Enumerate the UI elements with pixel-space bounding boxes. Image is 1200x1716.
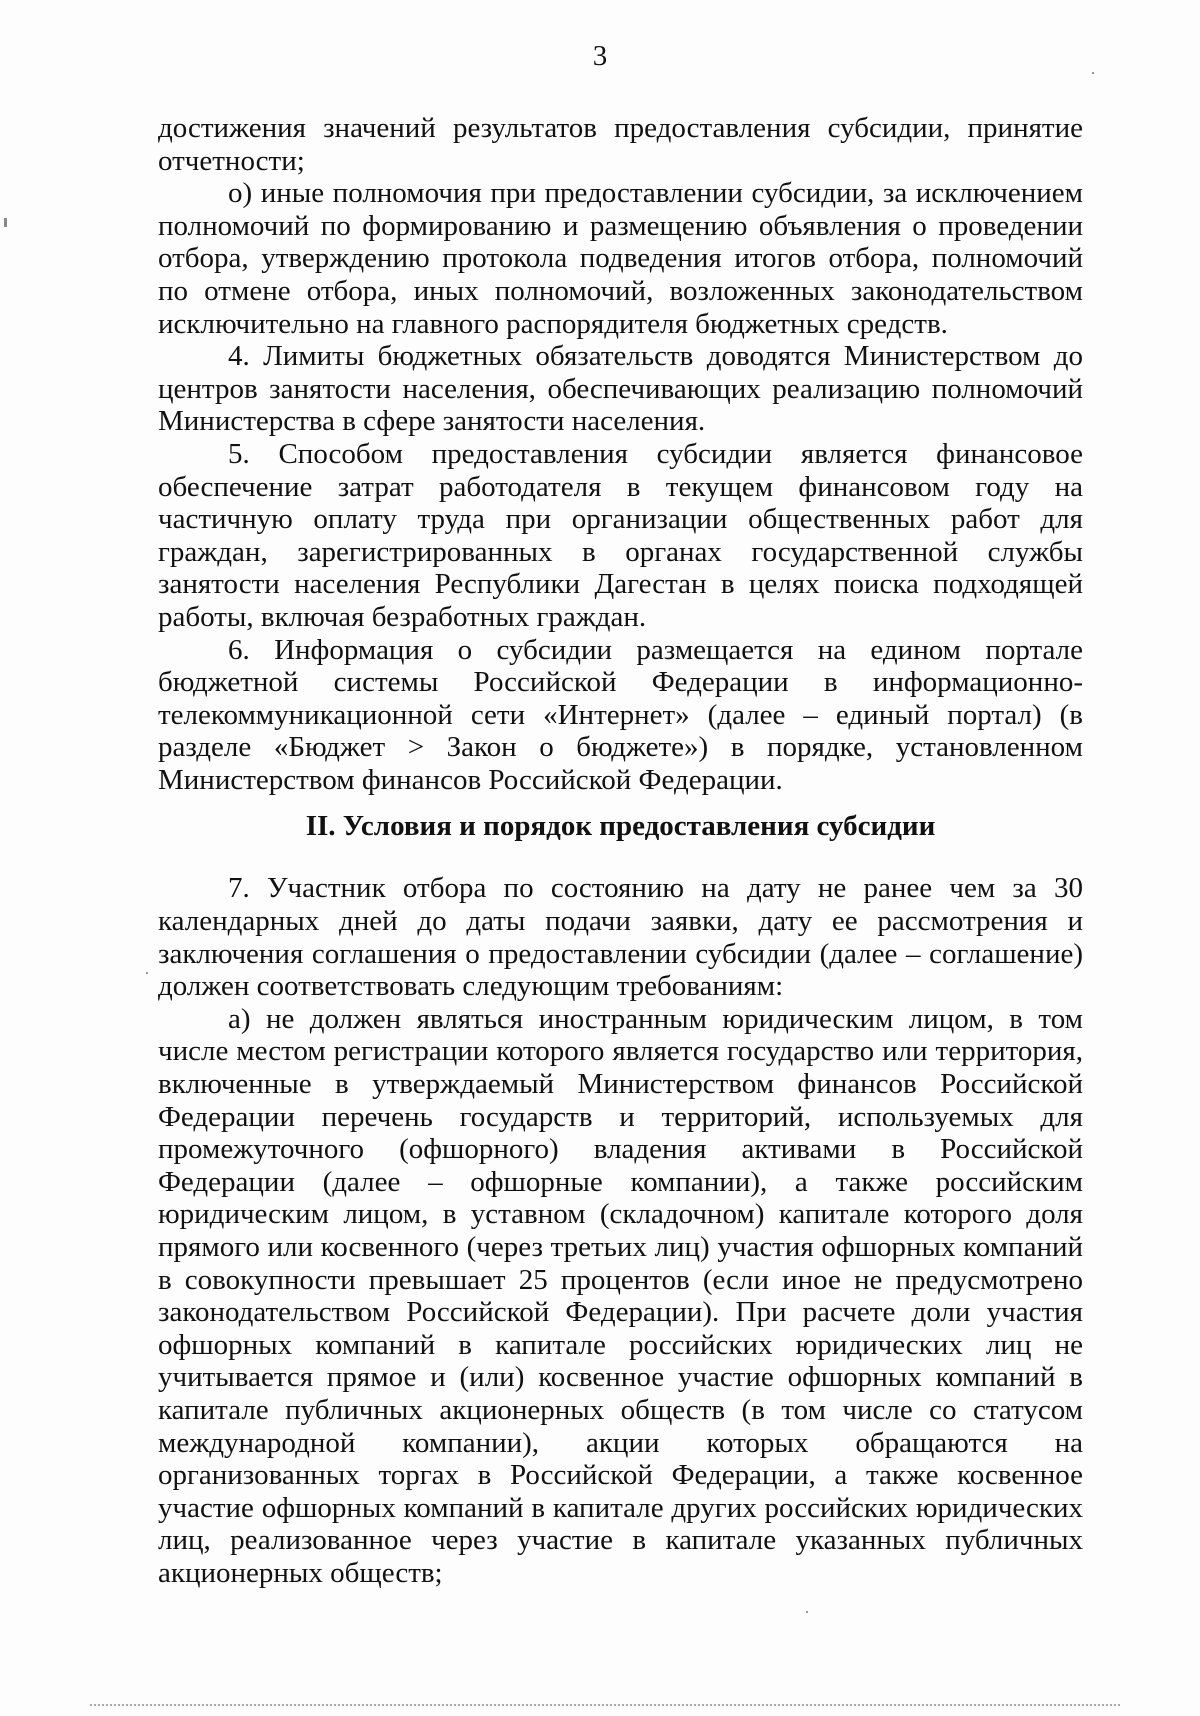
paragraph-4: 4. Лимиты бюджетных обязательств доводятся Министерством до центров занятости населения, обеспечивающих реализацию полномочий Министерства в сфере занятости населения. — [158, 340, 1083, 438]
scan-speck — [1092, 72, 1094, 74]
scan-mark-left — [4, 218, 7, 227]
paragraph-5: 5. Способом предоставления субсидии является финансовое обеспечение затрат работодателя в текущем финансовом году на частичную оплату труда при организации общественных работ для граждан, зарегистрированных в органах государственной службы занятости населения Республики Дагестан в целях поиска подходящей работы, включая безработных граждан. — [158, 437, 1083, 633]
paragraph-6: 6. Информация о субсидии размещается на едином портале бюджетной системы Российской Федерации в информационно-телекоммуникационной сети «Интернет» (далее – единый портал) (в разделе «Бюджет > Закон о бюджете») в порядке, установленном Министерством финансов Российской Федерации. — [158, 633, 1083, 796]
paragraph-item-a: а) не должен являться иностранным юридическим лицом, в том числе местом регистрации которого является государство или территория, включенные в утверждаемый Министерством финансов Российской Федерации перечень государств и территорий, используемых для промежуточного (офшорного) владения активами в Российской Федерации (далее – офшорные компании), а также российским юридическим лицом, в уставном (складочном) капитале которого доля прямого или косвенного (через третьих лиц) участия офшорных компаний в совокупности превышает 25 процентов (если иное не предусмотрено законодательством Российской Федерации). При расчете доли участия офшорных компаний в капитале российских юридических лиц не учитывается прямое и (или) косвенное участие офшорных компаний в капитале публичных акционерных обществ (в том числе со статусом международной компании), акции которых обращаются на организованных торгах в Российской Федерации, а также косвенное участие офшорных компаний в капитале других российских юридических лиц, реализованное через участие в капитале указанных публичных акционерных обществ; — [158, 1002, 1083, 1589]
scan-speck — [146, 972, 148, 974]
document-body — [158, 112, 1083, 1590]
section-heading: II. Условия и порядок предоставления субсидии — [305, 810, 936, 843]
scan-bottom-edge — [90, 1704, 1120, 1706]
paragraph-continuation: достижения значений результатов предоставления субсидии, принятие отчетности; — [158, 112, 1083, 177]
paragraph-item-o: о) иные полномочия при предоставлении субсидии, за исключением полномочий по формированию и размещению объявления о проведении отбора, утверждению протокола подведения итогов отбора, полномочий по отмене отбора, иных полномочий, возложенных законодательством исключительно на главного распорядителя бюджетных средств. — [158, 177, 1083, 340]
paragraph-7: 7. Участник отбора по состоянию на дату не ранее чем за 30 календарных дней до даты подачи заявки, дату ее рассмотрения и заключения соглашения о предоставлении субсидии (далее – соглашение) должен соответствовать следующим требованиям: — [158, 872, 1083, 1003]
scan-speck — [806, 1611, 808, 1613]
page-number: 3 — [592, 40, 608, 72]
